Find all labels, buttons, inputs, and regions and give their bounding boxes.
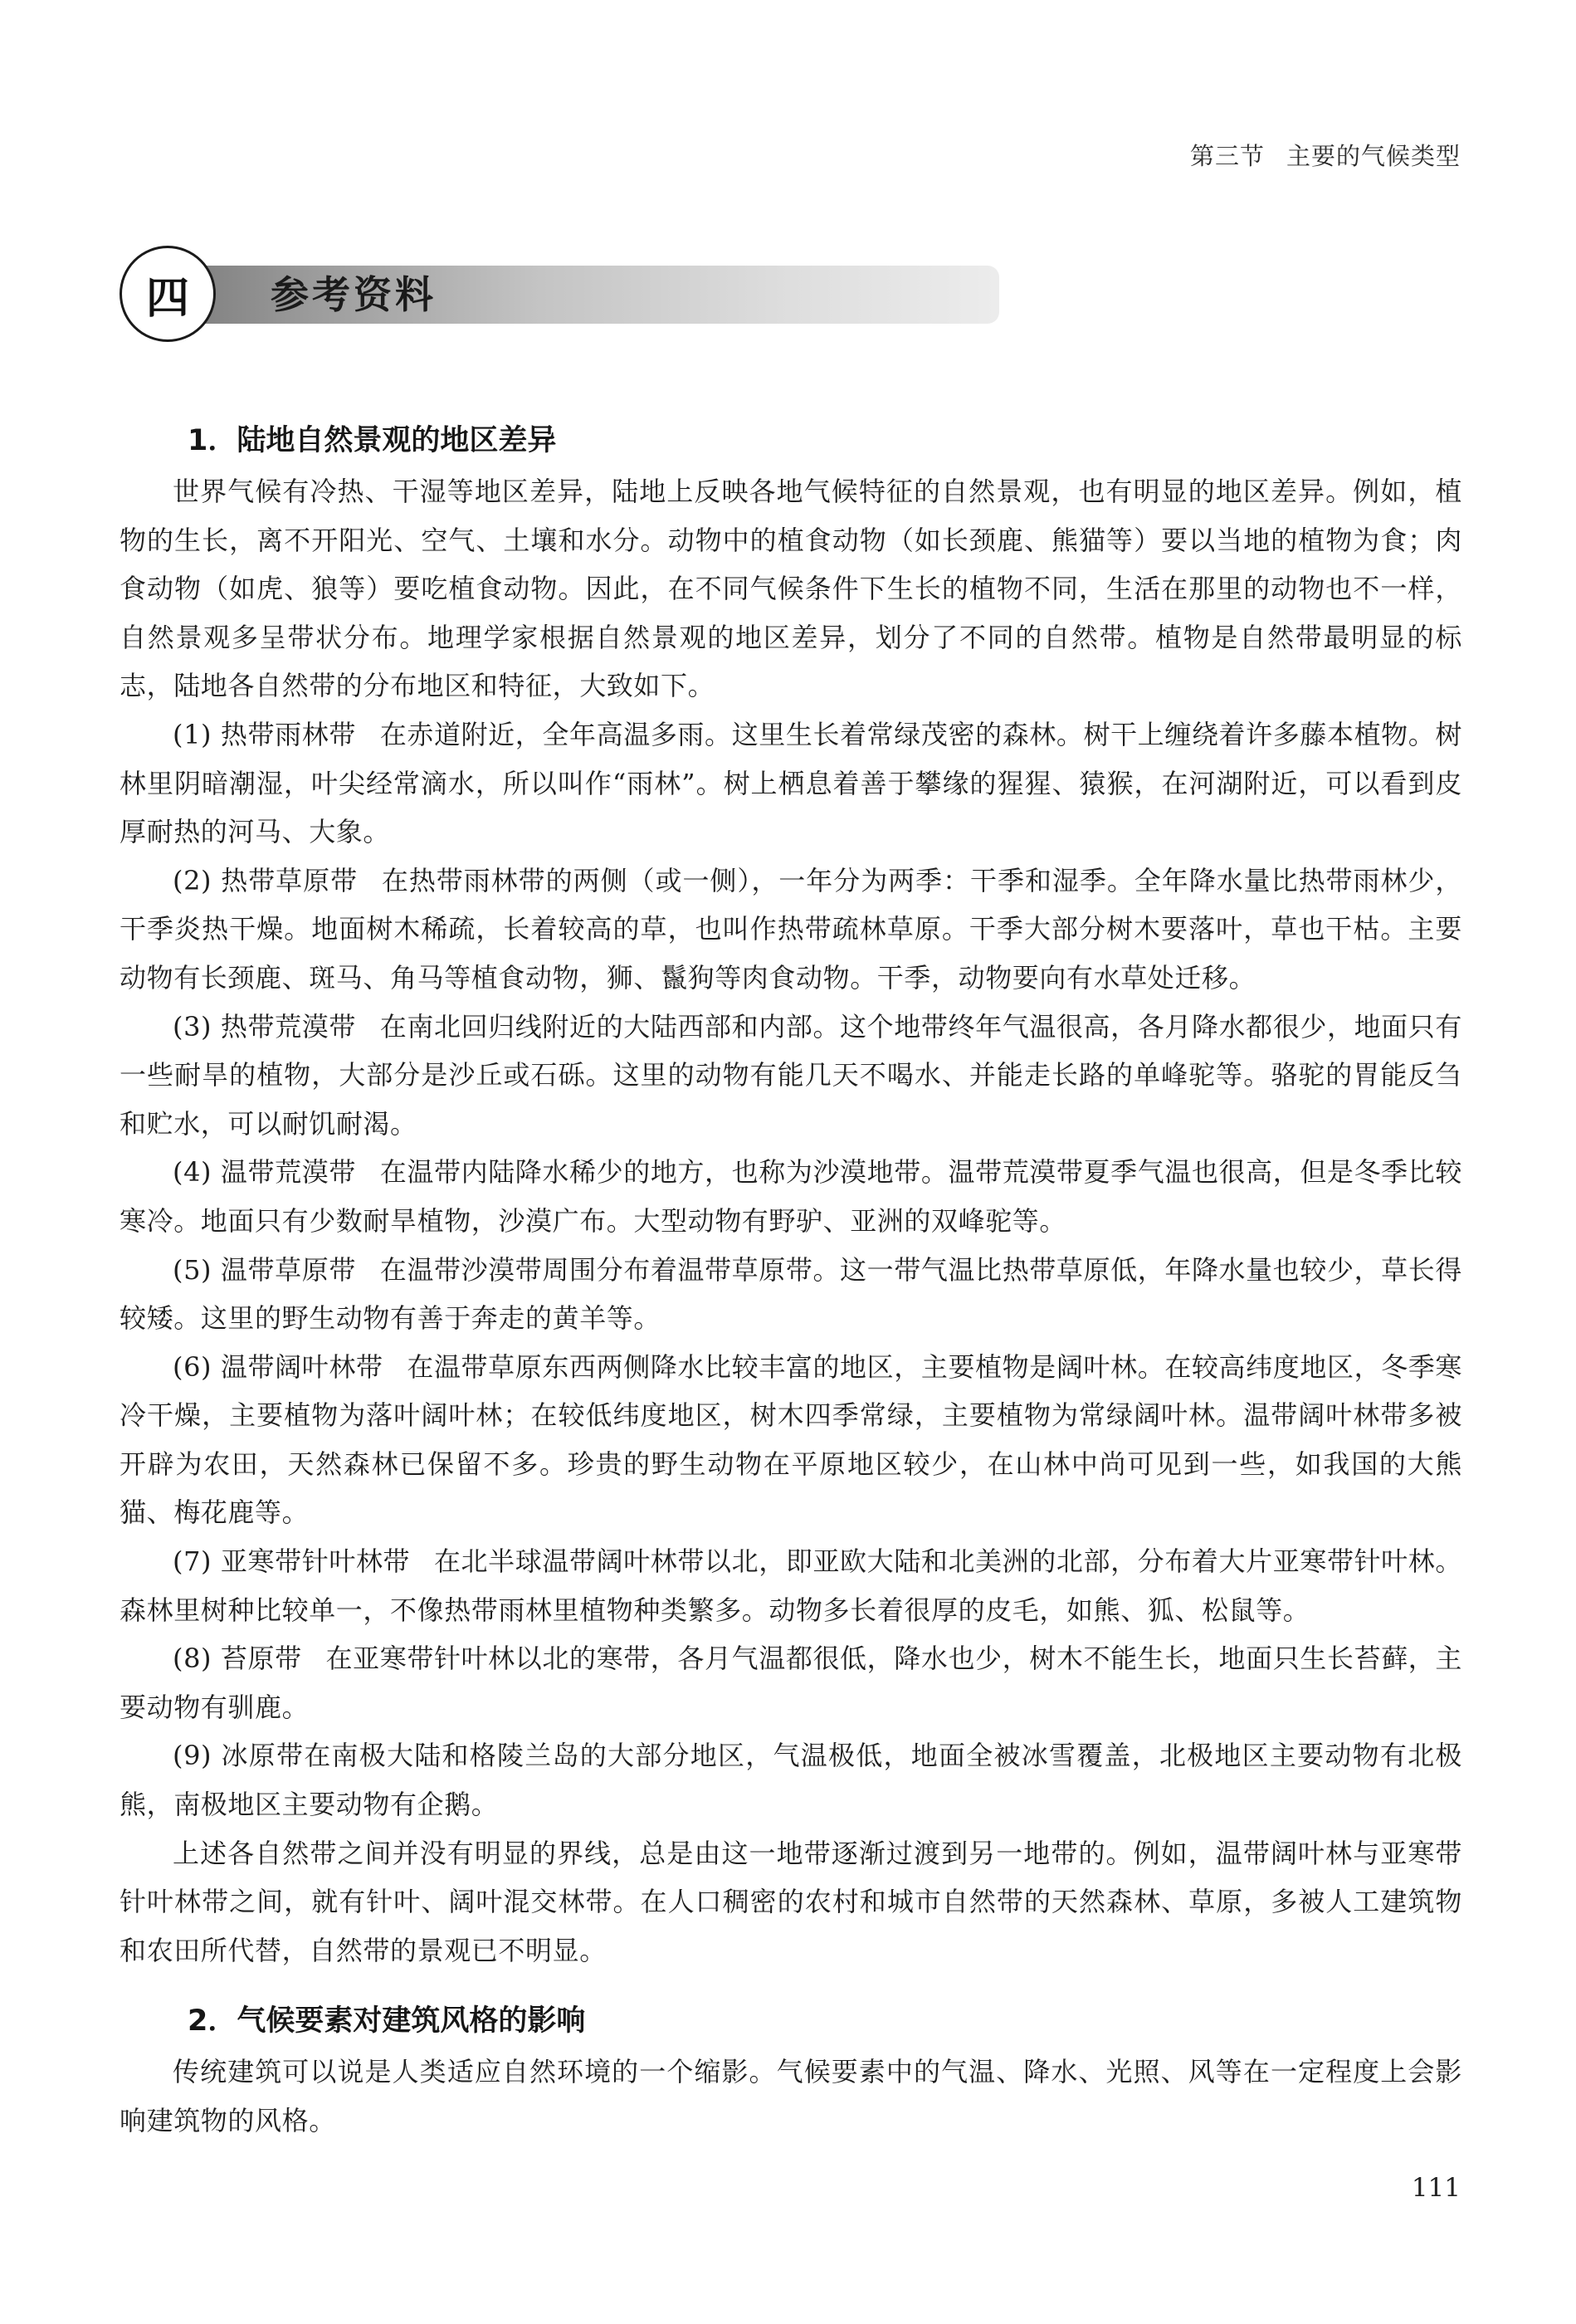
zone-term: (1) 热带雨林带	[173, 718, 356, 750]
zone-text: 在南北回归线附近的大陆西部和内部。这个地带终年气温很高，各月降水都很少，地面只有一些耐旱的植物，大部分是沙丘或石砾。这里的动物有能几天不喝水、并能走长路的单峰驼等。骆驼的胃能反刍和贮水，可以耐饥耐渴。	[120, 1010, 1462, 1140]
zone-term: (9) 冰原带	[173, 1740, 305, 1772]
zone-paragraph	[120, 710, 1462, 857]
heading-natural-landscape: 1．陆地自然景观的地区差异	[188, 424, 557, 457]
section-title: 参考资料	[271, 272, 437, 317]
zone-paragraph	[120, 1148, 1462, 1245]
running-head-section: 第三节	[1189, 142, 1265, 170]
zone-term: (6) 温带阔叶林带	[173, 1350, 383, 1383]
zone-text: 在温带内陆降水稀少的地方，也称为沙漠地带。温带荒漠带夏季气温也很高，但是冬季比较寒冷。地面只有少数耐旱植物，沙漠广布。大型动物有野驴、亚洲的双峰驼等。	[120, 1156, 1462, 1237]
zone-text: 在亚寒带针叶林以北的寒带，各月气温都很低，降水也少，树木不能生长，地面只生长苔藓，主要动物有驯鹿。	[120, 1643, 1463, 1723]
zone-term: (5) 温带草原带	[173, 1253, 356, 1286]
zone-term: (8) 苔原带	[173, 1643, 302, 1675]
paragraph-architecture: 传统建筑可以说是人类适应自然环境的一个缩影。气候要素中的气温、降水、光照、风等在一定程度上会影响建筑物的风格。	[120, 2056, 1462, 2136]
zone-paragraph	[120, 1003, 1462, 1149]
zone-term: (2) 热带草原带	[173, 864, 359, 896]
zone-paragraph	[120, 1343, 1462, 1537]
section-number: 四	[145, 272, 189, 324]
heading-climate-architecture: 2．气候要素对建筑风格的影响	[188, 2004, 586, 2038]
section-number-circle	[120, 246, 216, 342]
zone-term: (7) 亚寒带针叶林带	[173, 1545, 411, 1578]
zone-term: (3) 热带荒漠带	[173, 1010, 356, 1042]
paragraph-intro: 世界气候有冷热、干湿等地区差异，陆地上反映各地气候特征的自然景观，也有明显的地区差异。例如，植物的生长，离不开阳光、空气、土壤和水分。动物中的植食动物（如长颈鹿、熊猫等）要以当地的植物为食；肉食动物（如虎、狼等）要吃植食动物。因此，在不同气候条件下生长的植物不同，生活在那里的动物也不一样，自然景观多呈带状分布。地理学家根据自然景观的地区差异，划分了不同的自然带。植物是自然带最明显的标志，陆地各自然带的分布地区和特征，大致如下。	[120, 476, 1462, 702]
zone-text: 在赤道附近，全年高温多雨。这里生长着常绿茂密的森林。树干上缠绕着许多藤本植物。树林里阴暗潮湿，叶尖经常滴水，所以叫作“雨林”。树上栖息着善于攀缘的猩猩、猿猴，在河湖附近，可以看到皮厚耐热的河马、大象。	[120, 718, 1462, 848]
zone-paragraph	[120, 857, 1462, 1003]
zone-text: 在南极大陆和格陵兰岛的大部分地区，气温极低，地面全被冰雪覆盖，北极地区主要动物有北极熊，南极地区主要动物有企鹅。	[120, 1740, 1463, 1821]
zone-paragraph	[120, 1537, 1462, 1634]
zone-paragraph	[120, 1634, 1462, 1731]
zone-text: 在温带沙漠带周围分布着温带草原带。这一带气温比热带草原低，年降水量也较少，草长得较矮。这里的野生动物有善于奔走的黄羊等。	[120, 1253, 1462, 1335]
running-head-topic: 主要的气候类型	[1286, 142, 1461, 170]
paragraph-closing: 上述各自然带之间并没有明显的界线，总是由这一地带逐渐过渡到另一地带的。例如，温带阔叶林与亚寒带针叶林带之间，就有针叶、阔叶混交林带。在人口稠密的农村和城市自然带的天然森林、草原，多被人工建筑物和农田所代替，自然带的景观已不明显。	[120, 1837, 1462, 1966]
zone-term: (4) 温带荒漠带	[173, 1156, 356, 1189]
section-banner	[120, 246, 999, 342]
zone-text: 在热带雨林带的两侧（或一侧），一年分为两季：干季和湿季。全年降水量比热带雨林少，干季炎热干燥。地面树木稀疏，长着较高的草，也叫作热带疏林草原。干季大部分树木要落叶，草也干枯。主要动物有长颈鹿、斑马、角马等植食动物，狮、鬣狗等肉食动物。干季，动物要向有水草处迁移。	[120, 864, 1462, 994]
page-number: 111	[1411, 2173, 1461, 2203]
running-head	[1190, 138, 1461, 172]
zone-text: 在北半球温带阔叶林带以北，即亚欧大陆和北美洲的北部，分布着大片亚寒带针叶林。森林里树种比较单一，不像热带雨林里植物种类繁多。动物多长着很厚的皮毛，如熊、狐、松鼠等。	[120, 1545, 1462, 1626]
zone-paragraph	[120, 1246, 1462, 1343]
page-content	[120, 417, 1462, 2146]
zone-paragraph	[120, 1731, 1462, 1828]
zone-text: 在温带草原东西两侧降水比较丰富的地区，主要植物是阔叶林。在较高纬度地区，冬季寒冷干燥，主要植物为落叶阔叶林；在较低纬度地区，树木四季常绿，主要植物为常绿阔叶林。温带阔叶林带多被开辟为农田，天然森林已保留不多。珍贵的野生动物在平原地区较少，在山林中尚可见到一些，如我国的大熊猫、梅花鹿等。	[120, 1350, 1462, 1529]
